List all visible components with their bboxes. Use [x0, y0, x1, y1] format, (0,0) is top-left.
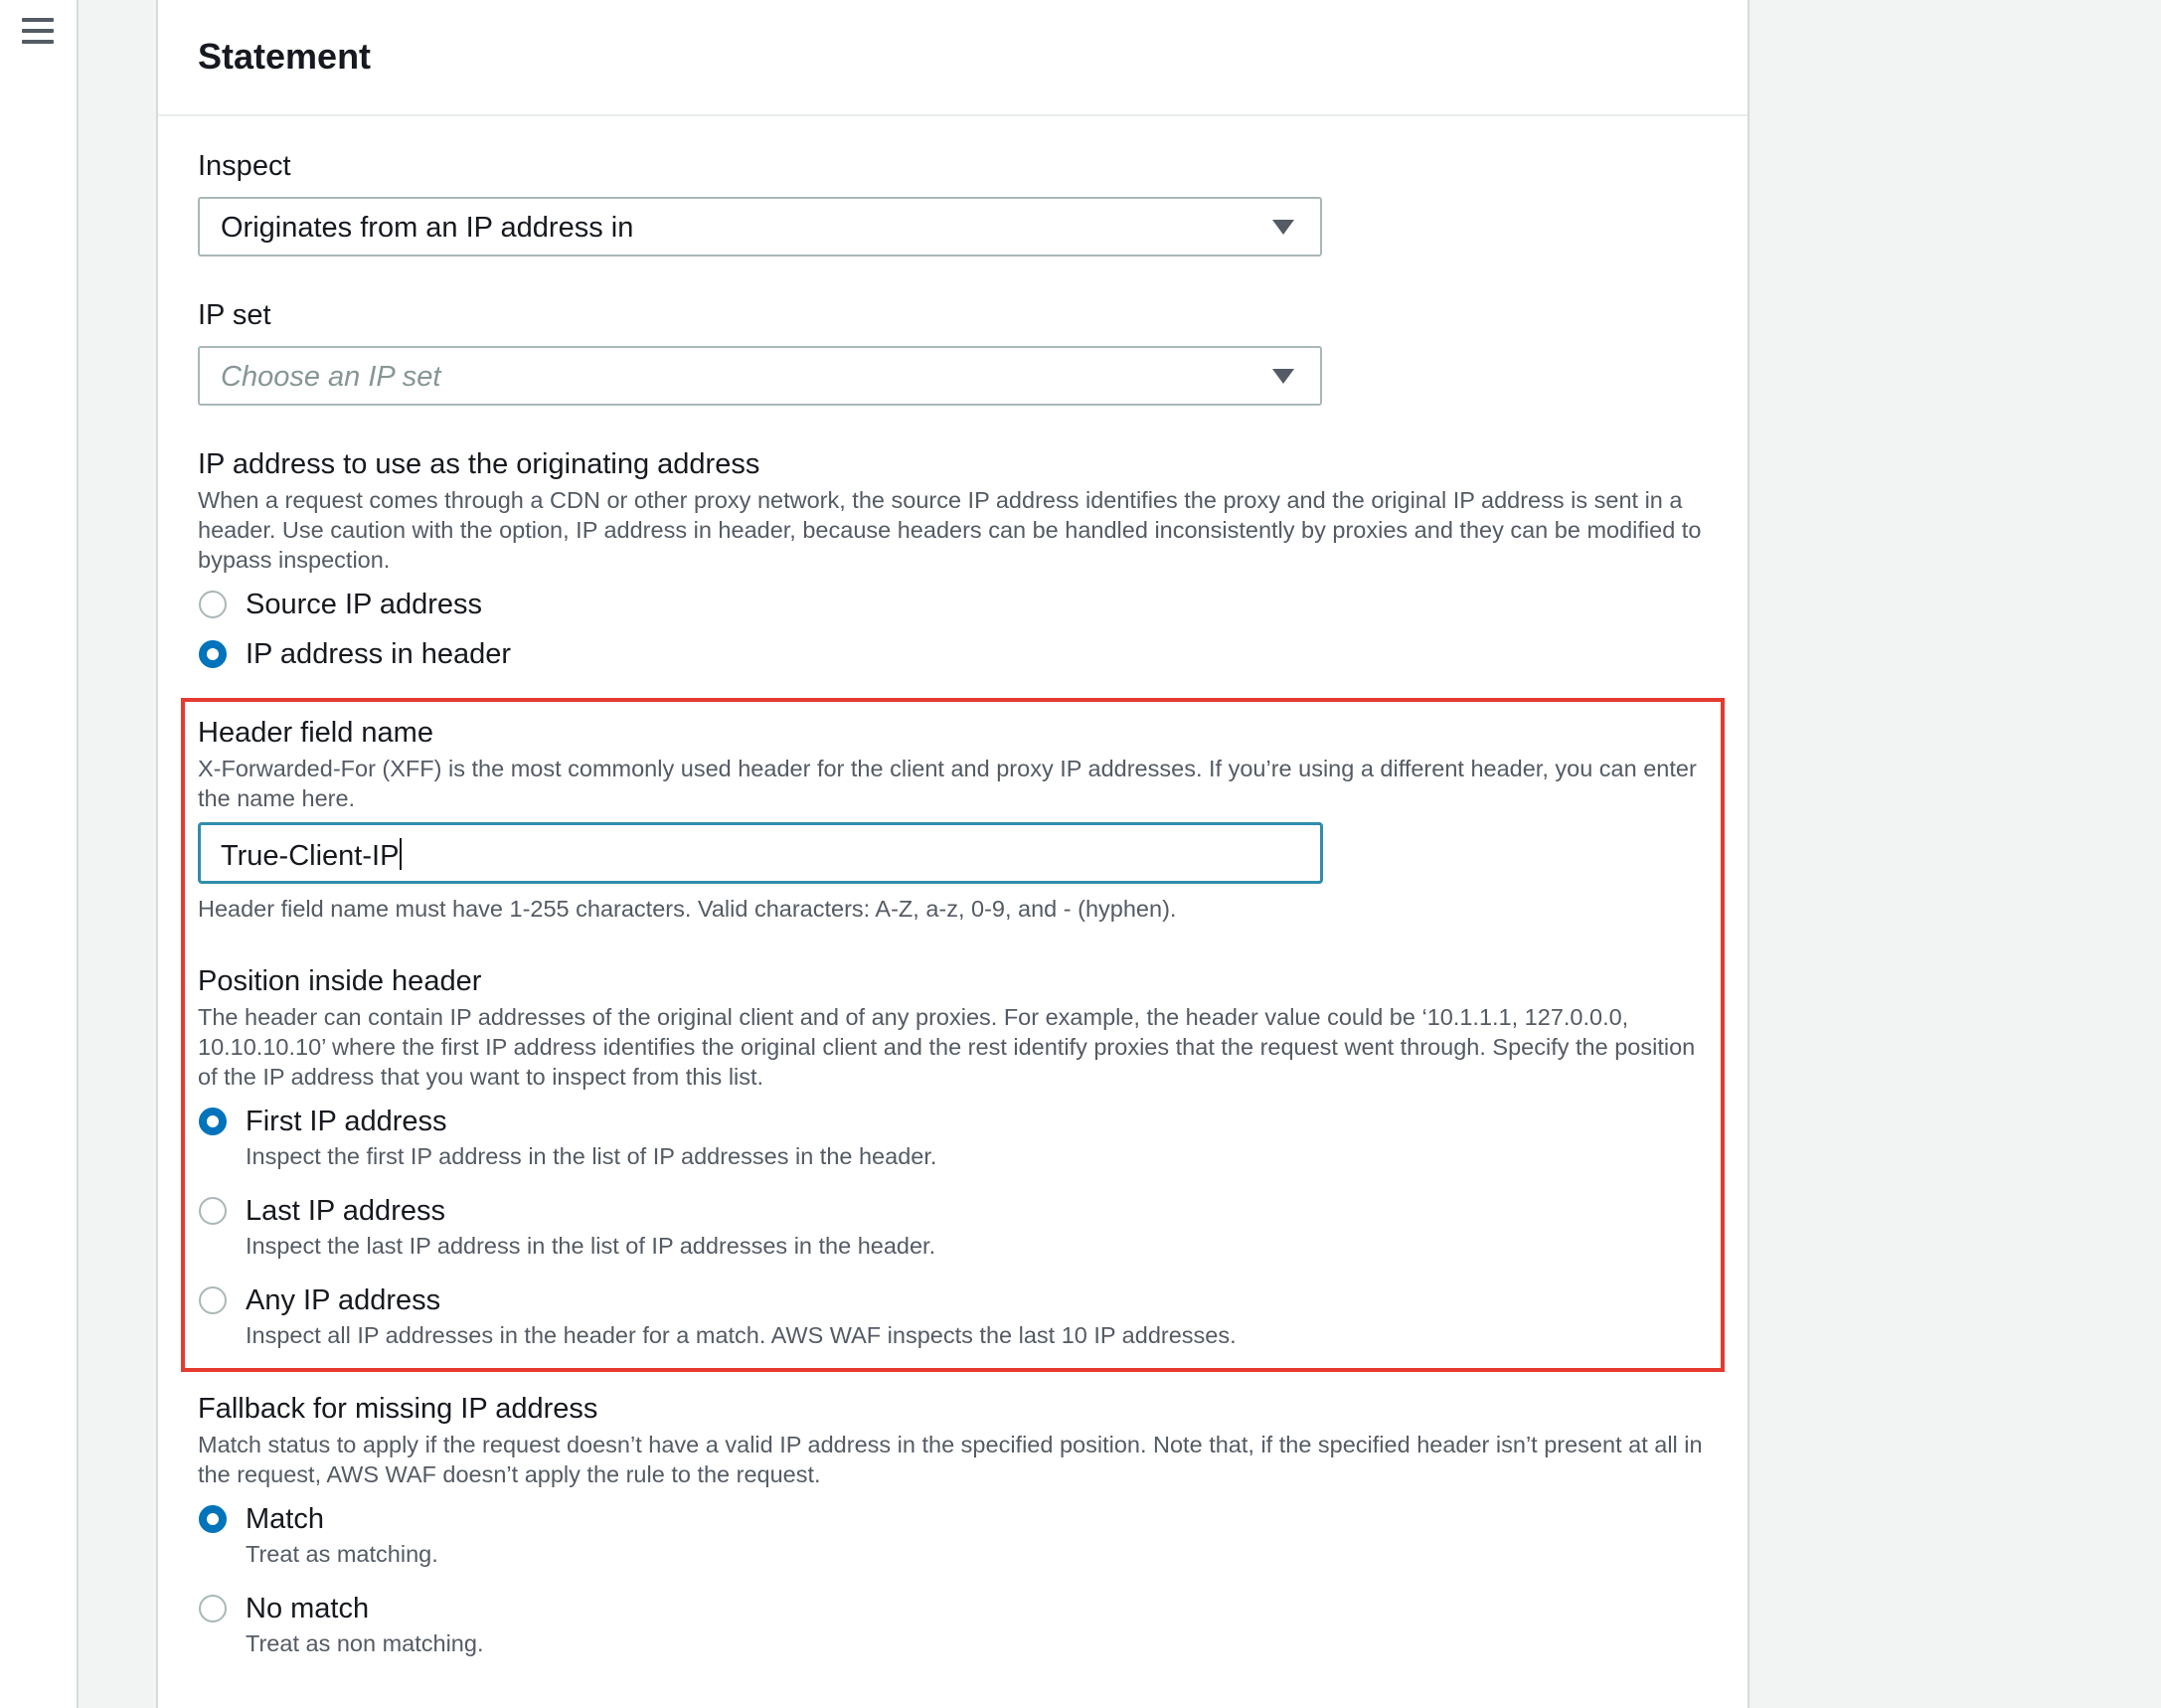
position-description: The header can contain IP addresses of the original client and of any proxies. For example, the header value could be ‘10.1.1.1, 127.0.0.0, 10.10.10.10’ where the first IP address identifies the original client and the rest identify proxies that the request went through. Specify the position of the IP address that you want to inspect from this list.: [198, 1004, 1696, 1090]
position-label: Position inside header: [198, 965, 482, 997]
option-any-ip-description: Inspect all IP addresses in the header for a match. AWS WAF inspects the last 10 IP addresses.: [246, 1322, 1237, 1348]
header-field-constraint: Header field name must have 1-255 characters. Valid characters: A-Z, a-z, 0-9, and - (hyphen).: [198, 896, 1177, 922]
radio-ip-in-header[interactable]: [199, 640, 227, 668]
option-match-label[interactable]: Match: [246, 1503, 324, 1535]
radio-match[interactable]: [199, 1505, 227, 1533]
panel-title: Statement: [198, 36, 372, 77]
ip-set-select[interactable]: [198, 346, 1322, 406]
originating-address-description: When a request comes through a CDN or other proxy network, the source IP address identifies the proxy and the original IP address is sent in a header. Use caution with the option, IP address in header, because headers can be handled inconsistently by proxies and they can be modified to bypass inspection.: [198, 487, 1702, 573]
caret-down-icon: [1272, 369, 1294, 384]
radio-source-ip[interactable]: [199, 591, 227, 618]
ip-set-label: IP set: [198, 299, 271, 331]
option-no-match-label[interactable]: No match: [246, 1593, 370, 1624]
ip-set-placeholder: Choose an IP set: [221, 361, 441, 393]
option-first-ip-description: Inspect the first IP address in the list of IP addresses in the header.: [246, 1143, 937, 1169]
option-match-description: Treat as matching.: [246, 1541, 438, 1567]
inspect-select-value: Originates from an IP address in: [221, 212, 634, 244]
fallback-description: Match status to apply if the request doesn’t have a valid IP address in the specified position. Note that, if the specified header isn’t present at all in the request, AWS WAF doesn’t apply the rule to the request.: [198, 1432, 1703, 1487]
inspect-select[interactable]: [198, 197, 1322, 256]
caret-down-icon: [1272, 220, 1294, 235]
originating-address-label: IP address to use as the originating address: [198, 448, 760, 480]
hamburger-menu-icon[interactable]: [22, 16, 54, 44]
header-field-label: Header field name: [198, 717, 433, 749]
inspect-label: Inspect: [198, 150, 291, 182]
option-first-ip-label[interactable]: First IP address: [246, 1106, 447, 1137]
highlight-annotation-box: [181, 698, 1725, 1372]
option-no-match-description: Treat as non matching.: [246, 1630, 484, 1656]
fallback-label: Fallback for missing IP address: [198, 1393, 598, 1425]
left-navigation-rail: [0, 0, 79, 1708]
option-last-ip-label[interactable]: Last IP address: [246, 1195, 445, 1227]
option-source-ip-label[interactable]: Source IP address: [246, 589, 483, 620]
header-field-input-value: True-Client-IP: [221, 838, 402, 873]
radio-no-match[interactable]: [199, 1595, 227, 1623]
option-any-ip-label[interactable]: Any IP address: [246, 1284, 441, 1316]
option-ip-in-header-label[interactable]: IP address in header: [246, 638, 512, 670]
panel-header: [158, 0, 1747, 116]
header-field-description: X-Forwarded-For (XFF) is the most commonly used header for the client and proxy IP addresses. If you’re using a different header, you can enter the name here.: [198, 756, 1697, 811]
option-last-ip-description: Inspect the last IP address in the list of IP addresses in the header.: [246, 1233, 936, 1259]
